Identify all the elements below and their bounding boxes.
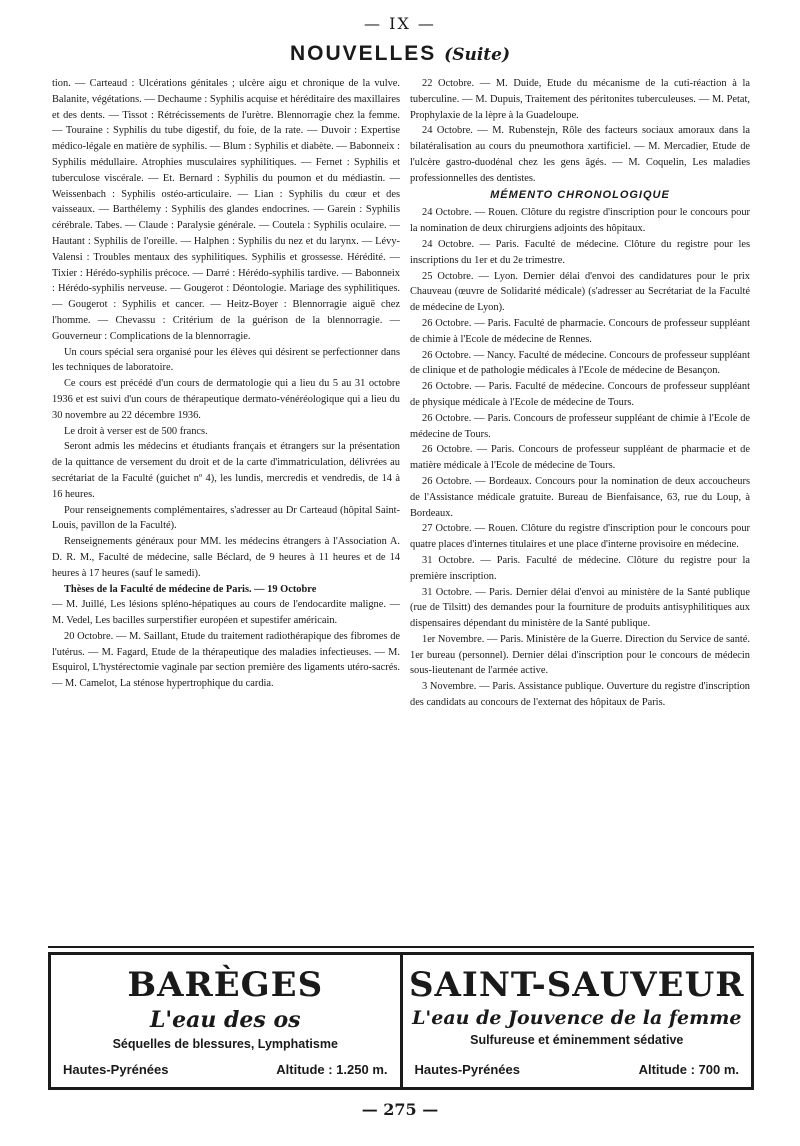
memento-entry: 26 Octobre. — Nancy. Faculté de médecine. Concours de professeur suppléant de clinique et de pathologie médicales à l'Ecole de médecine de Besançon. [410, 349, 750, 377]
paragraph-general-info: Renseignements généraux pour MM. les médecins étrangers à l'Association A. D. R. M., Faculté de médecine, salle Béclard, de 9 heures à 11 heures et de 14 heures à 17 heures (sauf le samedi). [52, 536, 400, 579]
ad-saint-sauveur [403, 955, 752, 1087]
theses-22-octobre: 22 Octobre. — M. Duide, Etude du mécanisme de la cuti-réaction à la tuberculine. — M. Dupuis, Traitement des péritonites tuberculeuses. — M. Petat, Prophylaxie de la lèpre à la Guadeloupe. [410, 78, 750, 121]
ad-bareges-name: BARÈGES [127, 965, 324, 1005]
memento-entry: 26 Octobre. — Paris. Concours de professeur suppléant de pharmacie et de matière médicale à l'Ecole de médecine de Tours. [410, 444, 750, 472]
ad-bareges-region: Hautes-Pyrénées [63, 1062, 169, 1077]
ad-bareges-altitude: Altitude : 1.250 m. [276, 1062, 388, 1077]
theses-19-octobre: — M. Juillé, Les lésions spléno-hépatiques au cours de l'endocardite maligne. — M. Vedel, Les bacilles surperstifier européen et supestifer américain. [52, 599, 400, 627]
ad-saint-sauveur-name: SAINT-SAUVEUR [409, 965, 745, 1005]
ad-saint-sauveur-region: Hautes-Pyrénées [414, 1062, 520, 1077]
memento-entry: 24 Octobre. — Paris. Faculté de médecine. Clôture du registre pour les inscriptions du 1er et du 2e trimestre. [410, 238, 750, 266]
paragraph-lab-course: Un cours spécial sera organisé pour les élèves qui désirent se perfectionner dans les techniques de laboratoire. [52, 346, 400, 374]
paragraph-info: Pour renseignements complémentaires, s'adresser au Dr Carteaud (hôpital Saint-Louis, pavillon de la Faculté). [52, 504, 400, 532]
memento-entry: 26 Octobre. — Bordeaux. Concours pour la nomination de deux accoucheurs de l'Assistance médicale gratuite. Bureau de Bienfaisance, 63, rue du Loup, à Bordeaux. [410, 475, 750, 519]
theses-heading: Thèses de la Faculté de médecine de Paris. — 19 Octobre [64, 583, 317, 595]
memento-entry: 1er Novembre. — Paris. Ministère de la Guerre. Direction du Service de santé. 1er bureau (personnel). Dernier délai d'inscription pour le concours de médecin sous-lieutenant de l'armée active. [410, 633, 750, 677]
ad-saint-sauveur-slogan: L'eau de Jouvence de la femme [412, 1007, 742, 1029]
page-number: — 275 — [361, 1100, 439, 1119]
memento-entry: 26 Octobre. — Paris. Concours de professeur suppléant de chimie à l'Ecole de médecine de Tours. [410, 412, 750, 440]
memento-entry: 24 Octobre. — Rouen. Clôture du registre d'inscription pour le concours pour la nomination de deux chirurgiens adjoints des hôpitaux. [410, 207, 750, 235]
memento-title: MÉMENTO CHRONOLOGIQUE [490, 188, 670, 201]
section-suite: (Suite) [444, 45, 511, 65]
paragraph-dermatology: Ce cours est précédé d'un cours de dermatologie qui a lieu du 5 au 31 octobre 1936 et est suivi d'un cours de thérapeutique dermato-vénéréologique qui a lieu du 30 novembre au 22 décembre 1936. [52, 378, 400, 421]
memento-entry: 27 Octobre. — Rouen. Clôture du registre d'inscription pour le concours pour quatre places d'internes titulaires et une place d'interne provisoire en médecine. [410, 523, 750, 551]
ad-saint-sauveur-footer [415, 1062, 740, 1077]
ad-bareges-slogan: L'eau des os [149, 1007, 301, 1033]
right-column [410, 76, 750, 711]
section-header [0, 42, 800, 66]
memento-entry: 31 Octobre. — Paris. Dernier délai d'envoi au ministère de la Santé publique (rue de Tilsitt) des demandes pour la fourniture de produits antisyphilitiques aux dispensaires dépendant du ministère de la Santé publique. [410, 586, 750, 630]
ad-bareges [51, 955, 403, 1087]
paragraph-fee: Le droit à verser est de 500 francs. [64, 425, 208, 437]
ad-saint-sauveur-altitude: Altitude : 700 m. [638, 1062, 739, 1077]
roman-page-number: — IX — [364, 14, 436, 33]
ads-top-rule [48, 946, 754, 948]
theses-20-octobre: 20 Octobre. — M. Saillant, Etude du traitement radiothérapique des fibromes de l'utérus. — M. Fagard, Etude de la thérapeutique des maladies infectieuses. — M. Esquirol, L'hystérectomie vaginale par section première des ligaments utéro-sacrés. — M. Camelot, La sténose hypertrophique du cardia. [52, 630, 400, 690]
memento-entry: 26 Octobre. — Paris. Faculté de pharmacie. Concours de professeur suppléant de chimie à l'Ecole de médecine de Rennes. [410, 317, 750, 345]
theses-24-octobre: 24 Octobre. — M. Rubenstejn, Rôle des facteurs sociaux amoraux dans la bilatéralisation au cours du pneumothora xartificiel. — M. Mercadier, Etude de l'ulcère gastro-duodénal chez les gens âgés. — M. Coquelin, Les maladies professionnelles des dentistes. [410, 125, 750, 184]
ad-bareges-sub: Séquelles de blessures, Lymphatisme [112, 1037, 338, 1051]
memento-entry: 31 Octobre. — Paris. Faculté de médecine. Clôture du registre pour la première inscription. [410, 554, 750, 582]
memento-entry: 26 Octobre. — Paris. Faculté de médecine. Concours de professeur suppléant de physique médicale à l'Ecole de médecine de Tours. [410, 381, 750, 408]
paragraph-admission: Seront admis les médecins et étudiants français et étrangers sur la présentation de la quittance de versement du droit et de la carte d'immatriculation, délivrées au secrétariat de la Faculté (guichet nº 4), les lundis, mercredis et vendredis, de 14 à 16 heures. [52, 441, 400, 500]
advertisement-banner [48, 952, 754, 1090]
memento-entry: 3 Novembre. — Paris. Assistance publique. Ouverture du registre d'inscription des candidats au concours de l'externat des hôpitaux de Paris. [410, 681, 750, 709]
left-column [52, 76, 400, 692]
ad-saint-sauveur-sub: Sulfureuse et éminemment sédative [470, 1033, 684, 1047]
course-lectures: tion. — Carteaud : Ulcérations génitales ; ulcère aigu et chronique de la vulve. Balanite, végétations. — Dechaume : Syphilis acquise et héréditaire des maxillaires et des dents. — Tissot : Rétrécissements de l'urètre. Blennorragie chez la femme. — Touraine : Syphilis du tube digestif, du foie, de la rate. — Duvoir : Expertise médico-légale en matière de syphilis. — Blum : Syphilis et diabète. — Babonneix : Syphilis médullaire. Atrophies musculaires syphilitiques. — Fernet : Syphilis et tuberculose viscérale. — Et. Bernard : Syphilis du poumon et du médiastin. — Weissenbach : Syphilis ostéo-articulaire. — Lian : Syphilis du cœur et des vaisseaux. — Barthélemy : Syphilis des glandes endocrines. — Garein : Syphilis cérébrale. Tabes. — Claude : Paralysie générale. — Coutela : Syphilis oculaire. — Hautant : Syphilis de l'oreille. — Halphen : Syphilis du nez et du larynx. — Lévy-Valensi : Troubles mentaux des syphilitiques. Syphilis et grossesse. Hérédité. — Tixier : Hérédo-syphilis précoce. — Darré : Hérédo-syphilis tardive. — Babonneix : Hérédo-syphilis nerveuse. — Gougerot : Déontologie. Mariage des syphilitiques. — Gougerot : Syphilis et cancer. — Heitz-Boyer : Blennorragie aiguë chez l'homme. — Chevassu : Critérium de la guérison de la blennorragie. — Gouverneur : Complications de la blennorragie. [52, 78, 400, 342]
ad-bareges-footer [63, 1062, 388, 1077]
memento-entry: 25 Octobre. — Lyon. Dernier délai d'envoi des candidatures pour le prix Chauveau (œuvre de Solidarité médicale) (s'adresser au Secrétariat de la Faculté de médecine de Lyon). [410, 270, 750, 314]
section-title: NOUVELLES [289, 42, 437, 65]
